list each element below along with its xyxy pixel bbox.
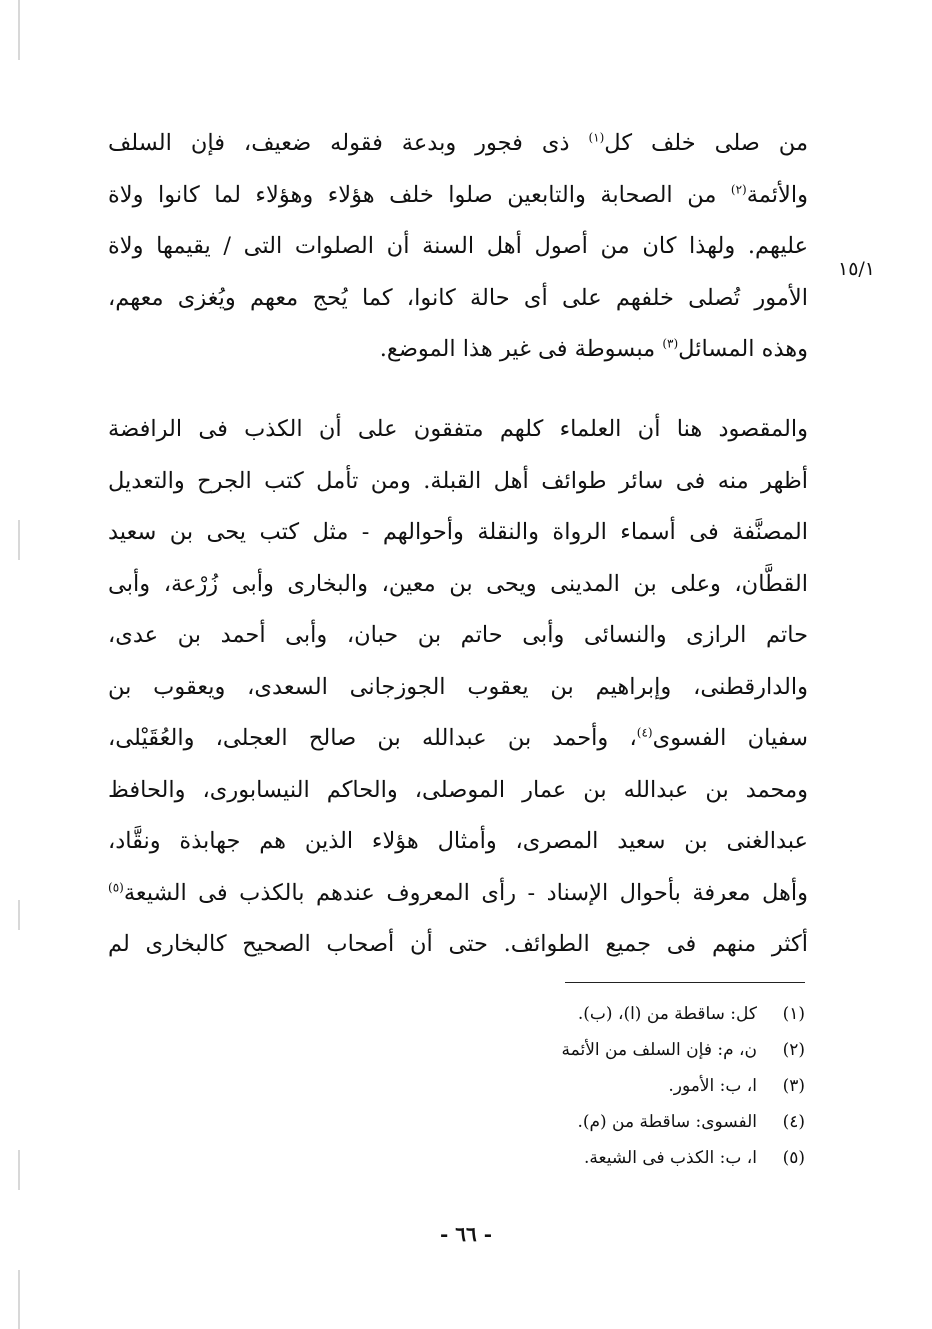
- footnote-marker: (٤): [636, 725, 653, 740]
- text-line: ومحمد بن عبدالله بن عمار الموصلى، والحاكم النيسابورى، والحافظ: [108, 776, 808, 803]
- footnote-item: [420, 996, 805, 1032]
- footnote-item: [420, 1104, 805, 1140]
- footnote-item: [420, 1032, 805, 1068]
- text-line: عبدالغنى بن سعيد المصرى، وأمثال هؤلاء الذين هم جهابذة ونقَّاد،: [108, 828, 808, 854]
- scan-edge-mark: [18, 1150, 20, 1190]
- footnote-number: (٢): [782, 1040, 805, 1060]
- scan-edge-mark: [18, 1270, 20, 1329]
- footnote-text: ا، ب: الأمور.: [668, 1076, 757, 1096]
- footnote-text: كل: ساقطة من (ا)، (ب).: [577, 1004, 757, 1024]
- text-line: حاتم الرازى والنسائى وأبى حاتم بن حبان، وأبى أحمد بن عدى،: [108, 622, 808, 648]
- scan-edge-mark: [18, 900, 20, 930]
- text-line: أظهر منه فى سائر طوائف أهل القبلة. ومن تأمل كتب الجرح والتعديل: [108, 467, 808, 494]
- footnote-item: [420, 1140, 805, 1176]
- footnote-number: (٣): [782, 1076, 805, 1096]
- footnote-marker: (٥): [108, 880, 124, 894]
- text-line: وهذه المسائل$^{(٣)}$ مبسوطة فى غير هذا الموضع.: [379, 336, 808, 362]
- text-line: والأئمة$^{(٢)}$ من الصحابة والتابعين صلوا خلف هؤلاء وهؤلاء لما كانوا ولاة: [108, 181, 808, 208]
- page-number: - ٦٦ -: [439, 1222, 492, 1246]
- footnote-separator: [565, 982, 805, 983]
- footnote-number: (٥): [782, 1148, 805, 1168]
- footnote-marker: (٣): [662, 336, 679, 351]
- paragraph-2: [108, 404, 808, 971]
- footnote-text: ا، ب: الكذب فى الشيعة.: [584, 1148, 757, 1168]
- text-line: المصنَّفة فى أسماء الرواة والنقلة وأحوالهم - مثل كتب يحى بن سعيد: [108, 519, 808, 545]
- scan-edge-mark: [18, 520, 20, 560]
- paragraph-1: [108, 118, 808, 376]
- text-line: والمقصود هنا أن العلماء كلهم متفقون على أن الكذب فى الرافضة: [108, 416, 808, 442]
- footnote-number: (٤): [782, 1112, 805, 1132]
- text-line: الأمور تُصلى خلفهم على أى حالة كانوا، كما يُحج معهم ويُغزى معهم،: [108, 284, 808, 311]
- text-line: سفيان الفسوى$^{(٤)}$، وأحمد بن عبدالله بن صالح العجلى، والعُقَيْلى،: [108, 725, 808, 751]
- scan-edge-mark: [18, 0, 20, 60]
- margin-reference: ١٥/١: [838, 258, 876, 280]
- footnote-item: [420, 1068, 805, 1104]
- footnotes: [420, 996, 805, 1176]
- text-line: من صلى خلف كل$^{(١)}$ ذى فجور وبدعة فقوله ضعيف، فإن السلف: [108, 130, 808, 156]
- footnote-marker: (١): [588, 130, 605, 145]
- footnote-number: (١): [782, 1004, 805, 1024]
- text-line: والدارقطنى، وإبراهيم بن يعقوب الجوزجانى السعدى، ويعقوب بن: [108, 673, 808, 700]
- text-line: القطَّان، وعلى بن المدينى ويحى بن معين، والبخارى وأبى زُرْعة، وأبى: [108, 570, 808, 597]
- footnote-text: ن، م: فإن السلف من الأئمة: [561, 1040, 757, 1060]
- footnote-marker: (٢): [730, 182, 747, 196]
- footnote-text: الفسوى: ساقطة من (م).: [577, 1112, 757, 1132]
- text-line: وأهل معرفة بأحوال الإسناد - رأى المعروف عندهم بالكذب فى الشيعة$^{(٥)}$: [108, 879, 808, 906]
- text-line: أكثر منهم فى جميع الطوائف. حتى أن أصحاب الصحيح كالبخارى لم: [108, 931, 808, 957]
- text-line: عليهم. ولهذا كان من أصول أهل السنة أن الصلوات التى / يقيمها ولاة: [108, 233, 808, 259]
